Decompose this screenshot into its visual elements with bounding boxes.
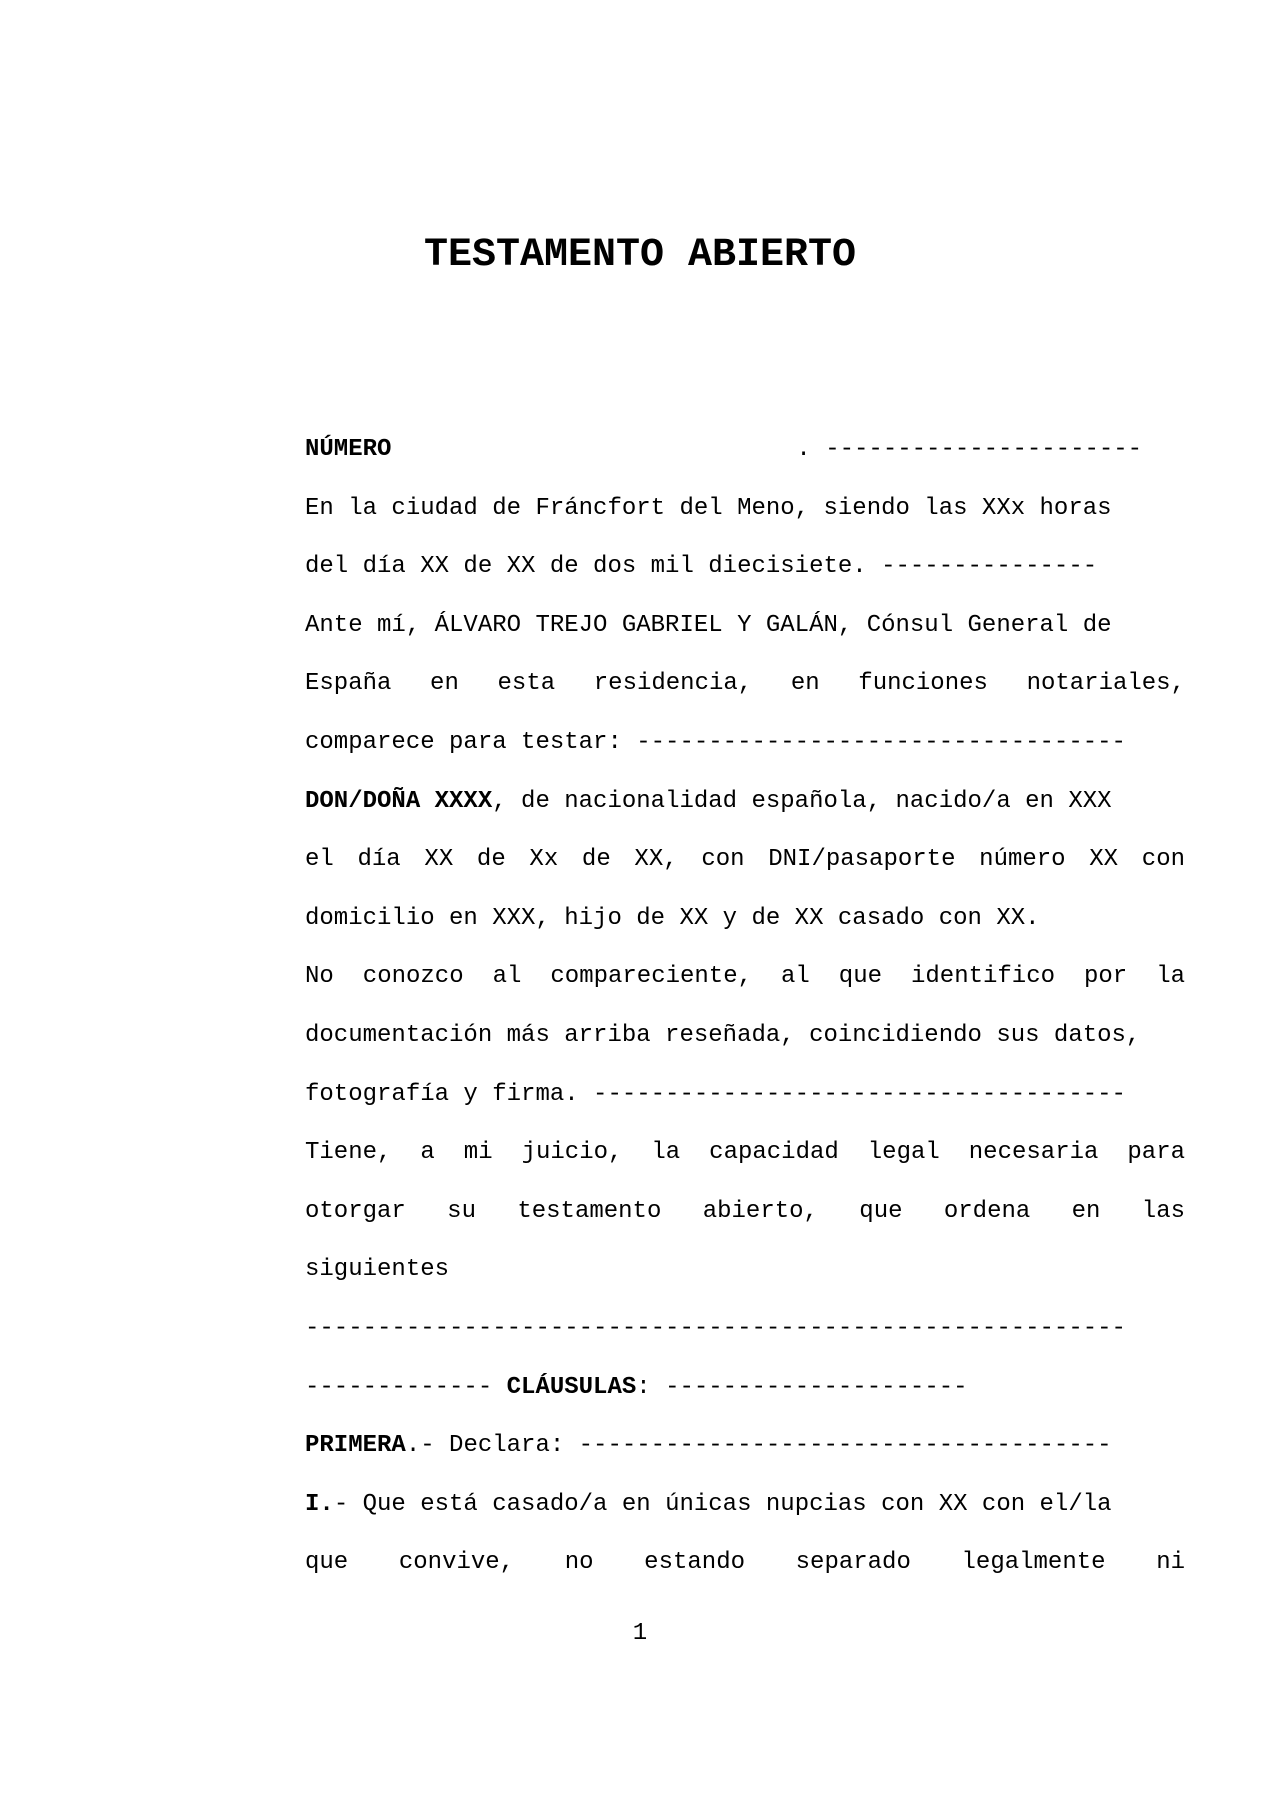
clausulas-dashes-pre: ------------- — [305, 1373, 507, 1401]
testator-line-2: el día XX de Xx de XX, con DNI/pasaporte número XX con — [305, 846, 1185, 874]
clause-i-text: - Que está casado/a en únicas nupcias con XX con el/la — [333, 1490, 1112, 1518]
clause-i-line — [305, 1483, 1185, 1542]
testator-details: , de nacionalidad española, nacido/a en XXX — [492, 787, 1112, 815]
paragraph-consul-line-3: comparece para testar: ---------------------------------- — [305, 728, 1126, 756]
primera-text: .- Declara: ------------------------------------- — [405, 1432, 1112, 1460]
primera-label: PRIMERA — [305, 1432, 406, 1460]
document-body — [305, 428, 1185, 1600]
identification-line-2: documentación más arriba reseñada, coincidiendo sus datos, — [305, 1021, 1141, 1049]
testator-name: DON/DOÑA XXXX — [305, 787, 493, 815]
testator-line-3: domicilio en XXX, hijo de XX y de XX casado con XX. — [305, 904, 1040, 932]
clausulas-dashes-post: : --------------------- — [636, 1373, 968, 1401]
paragraph-city-line-2: del día XX de XX de dos mil diecisiete. --------------- — [305, 553, 1098, 581]
capacity-line-3: siguientes — [305, 1256, 450, 1284]
clausulas-label: CLÁUSULAS — [506, 1373, 637, 1401]
numero-tail: . ---------------------- — [796, 436, 1143, 463]
page-number: 1 — [632, 1620, 648, 1647]
capacity-line-1: Tiene, a mi juicio, la capacidad legal necesaria para — [305, 1139, 1185, 1167]
primera-line — [305, 1424, 1185, 1483]
dash-separator: --------------------------------------------------------- — [305, 1314, 1126, 1342]
paragraph-consul-line-1: Ante mí, ÁLVARO TREJO GABRIEL Y GALÁN, Cónsul General de — [305, 611, 1112, 639]
capacity-line-2: otorgar su testamento abierto, que ordena en las — [305, 1197, 1185, 1225]
clausulas-heading — [305, 1366, 1185, 1425]
clause-i-label: I. — [305, 1490, 334, 1518]
identification-line-1: No conozco al compareciente, al que identifico por la — [305, 963, 1185, 991]
identification-line-3: fotografía y firma. ------------------------------------- — [305, 1080, 1126, 1108]
paragraph-consul-line-2: España en esta residencia, en funciones notariales, — [305, 670, 1185, 698]
paragraph-city-line-1: En la ciudad de Fráncfort del Meno, siendo las XXx horas — [305, 494, 1112, 522]
testator-line-1 — [305, 780, 1185, 839]
clause-i-line-2: que convive, no estando separado legalmente ni — [305, 1549, 1185, 1577]
document-title: TESTAMENTO ABIERTO — [423, 233, 857, 278]
numero-line — [305, 428, 1185, 487]
numero-label: NÚMERO — [305, 436, 392, 463]
